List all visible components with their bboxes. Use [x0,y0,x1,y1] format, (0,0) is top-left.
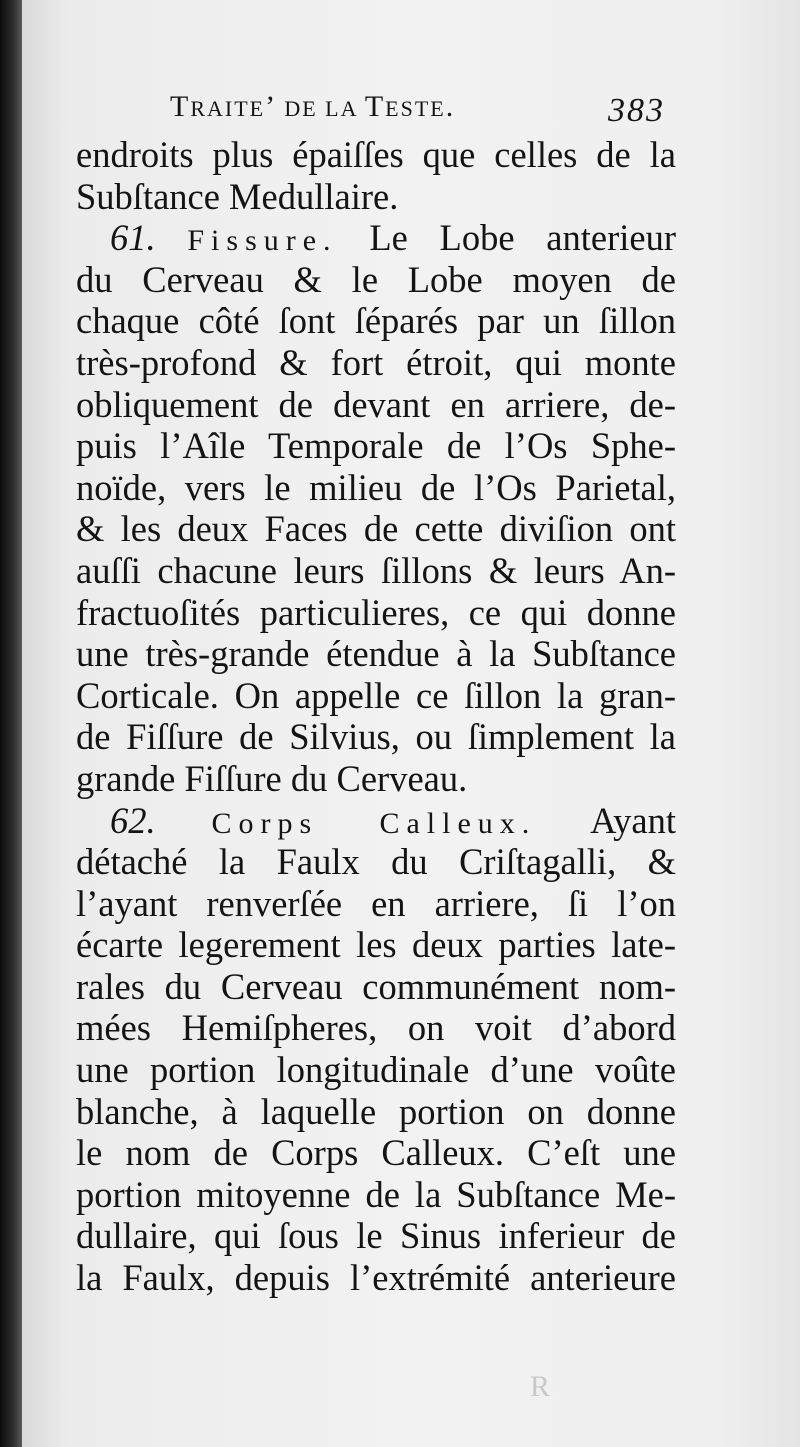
text-line: Corticale. On appelle ce ſillon la gran- [76,674,676,716]
running-header [170,90,690,130]
section-heading: Corps Calleux. [211,806,537,840]
text-line: fractuoſités particulieres, ce qui donne [76,591,676,633]
section-61-heading-line: 61. Fissure. Le Lobe anterieur [110,217,676,259]
book-gutter-shadow [0,0,22,1447]
text-line: la Faulx, depuis l’extrémité anterieure [76,1257,676,1299]
text-line: l’ayant renverſée en arriere, ſi l’on [76,882,676,924]
text-line: une portion longitudinale d’une voûte [76,1049,676,1091]
text-line: détaché la Faulx du Criſtagalli, & [76,841,676,883]
text-line: écarte legerement les deux parties late- [76,924,676,966]
text-line: endroits plus épaiſſes que celles de la [76,134,676,175]
book-page [22,0,800,1447]
body-text [76,134,676,1299]
text-line: puis l’Aîle Temporale de l’Os Sphe- [76,425,676,467]
text-line: portion mitoyenne de la Subſtance Me- [76,1173,676,1215]
text-line: chaque côté ſont ſéparés par un ſillon [76,300,676,342]
text-line: grande Fiſſure du Cerveau. [76,757,468,799]
section-number: 62. [110,799,156,841]
text-line: du Cerveau & le Lobe moyen de [76,258,676,300]
text-line: blanche, à laquelle portion on donne [76,1090,676,1132]
section-number: 61. [110,217,156,259]
text-line: noïde, vers le milieu de l’Os Parietal, [76,466,676,508]
page-number: 383 [608,92,665,129]
text-line: le nom de Corps Calleux. C’eſt une [76,1132,676,1174]
text-line: auſſi chacune leurs ſillons & leurs An- [76,549,676,591]
text-line: dullaire, qui ſous le Sinus inferieur de [76,1215,676,1257]
text-line: très-profond & fort étroit, qui monte [76,341,676,383]
text-line: & les deux Faces de cette diviſion ont [76,508,676,550]
text-line: Subſtance Medullaire. [76,175,399,217]
section-62-heading-line: 62. Corps Calleux. Ayant [110,799,676,841]
text-line: de Fiſſure de Silvius, ou ſimplement la [76,716,676,758]
signature-mark: R [530,1370,551,1403]
text-line: mées Hemiſpheres, on voit d’abord [76,1007,676,1049]
text-line: une très-grande étendue à la Subſtance [76,633,676,675]
running-title: TRAITE’ DE LA TESTE. [170,90,456,123]
section-heading: Fissure. [187,224,338,258]
text-line: rales du Cerveau communément nom- [76,965,676,1007]
text-line: obliquement de devant en arriere, de- [76,383,676,425]
